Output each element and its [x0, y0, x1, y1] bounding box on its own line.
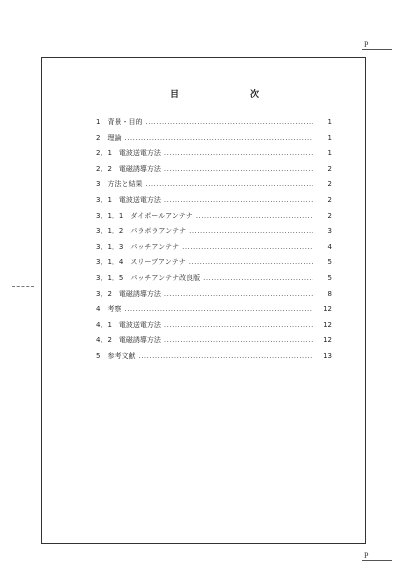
toc-dot-leader — [164, 287, 313, 303]
toc-entry-label: 4．1 電波送電方法 — [96, 320, 161, 329]
toc-heading-left: 目 — [170, 90, 180, 100]
toc-entry[interactable] — [96, 333, 332, 349]
toc-entry-label: 3．1．1 ダイポールアンテナ — [96, 211, 193, 220]
toc-entry[interactable] — [96, 115, 332, 131]
toc-entry-page-number: 12 — [323, 305, 332, 314]
toc-entry-page-number: 1 — [327, 118, 332, 126]
toc-dot-leader — [164, 162, 313, 178]
toc-entry-page-number: 12 — [323, 320, 332, 329]
toc-list — [96, 115, 332, 365]
toc-dot-leader — [189, 255, 313, 271]
toc-entry[interactable] — [96, 255, 332, 271]
toc-entry-page-number: 5 — [327, 258, 332, 267]
toc-dot-leader — [164, 146, 313, 162]
toc-dot-leader — [138, 349, 313, 365]
toc-entry[interactable] — [96, 209, 332, 225]
toc-dot-leader — [182, 240, 313, 256]
toc-entry[interactable] — [96, 240, 332, 256]
toc-entry-label: 3．1．4 スリーブアンテナ — [96, 258, 186, 267]
toc-entry[interactable] — [96, 131, 332, 147]
toc-entry[interactable] — [96, 271, 332, 287]
document-frame — [41, 57, 366, 544]
toc-entry-page-number: 2 — [327, 180, 332, 189]
toc-entry-label: 4 考察 — [96, 305, 122, 314]
toc-entry[interactable] — [96, 146, 332, 162]
toc-entry-label: 5 参考文献 — [96, 351, 136, 360]
toc-entry[interactable] — [96, 224, 332, 240]
toc-dot-leader — [164, 333, 313, 349]
toc-heading — [42, 87, 365, 101]
toc-entry-page-number: 2 — [327, 211, 332, 220]
binding-margin-marker — [12, 286, 34, 287]
toc-dot-leader — [145, 115, 313, 131]
toc-entry[interactable] — [96, 287, 332, 303]
toc-entry[interactable] — [96, 318, 332, 334]
toc-dot-leader — [196, 209, 313, 225]
toc-entry-label: 3 方法と結果 — [96, 180, 143, 189]
toc-entry-page-number: 4 — [327, 242, 332, 251]
toc-entry-page-number: 3 — [327, 227, 332, 236]
toc-entry-page-number: 12 — [323, 336, 332, 345]
page-number-mark-bottom: P — [362, 551, 392, 561]
toc-entry-label: 3．2 電磁誘導方法 — [96, 289, 161, 298]
toc-entry-label: 4．2 電磁誘導方法 — [96, 336, 161, 345]
toc-entry-page-number: 13 — [323, 351, 332, 360]
toc-dot-leader — [124, 131, 313, 147]
toc-entry-label: 2．1 電波送電方法 — [96, 149, 161, 158]
toc-entry-label: 2．2 電磁誘導方法 — [96, 164, 161, 173]
toc-entry-page-number: 2 — [327, 164, 332, 173]
toc-entry-page-number: 8 — [327, 289, 332, 298]
toc-entry-label: 3．1．2 パラボラアンテナ — [96, 227, 187, 236]
toc-entry-label: 3．1．3 パッチアンテナ — [96, 242, 180, 251]
toc-entry-label: 1 背景・目的 — [96, 118, 143, 126]
toc-entry[interactable] — [96, 162, 332, 178]
toc-entry-label: 3．1．5 パッチアンテナ改良版 — [96, 273, 201, 282]
toc-entry[interactable] — [96, 302, 332, 318]
toc-entry[interactable] — [96, 177, 332, 193]
toc-dot-leader — [164, 318, 313, 334]
toc-entry[interactable] — [96, 193, 332, 209]
toc-heading-right: 次 — [250, 90, 260, 100]
toc-dot-leader — [203, 271, 313, 287]
toc-entry-page-number: 5 — [327, 273, 332, 282]
toc-dot-leader — [189, 224, 313, 240]
toc-dot-leader — [164, 193, 313, 209]
toc-entry-page-number: 1 — [327, 149, 332, 158]
toc-dot-leader — [124, 302, 313, 318]
toc-dot-leader — [145, 177, 313, 193]
toc-entry[interactable] — [96, 349, 332, 365]
toc-entry-page-number: 1 — [327, 133, 332, 142]
toc-entry-label: 2 理論 — [96, 133, 122, 142]
toc-entry-label: 3．1 電波送電方法 — [96, 195, 161, 204]
toc-entry-page-number: 2 — [327, 195, 332, 204]
page-number-mark-top: P — [362, 40, 392, 50]
